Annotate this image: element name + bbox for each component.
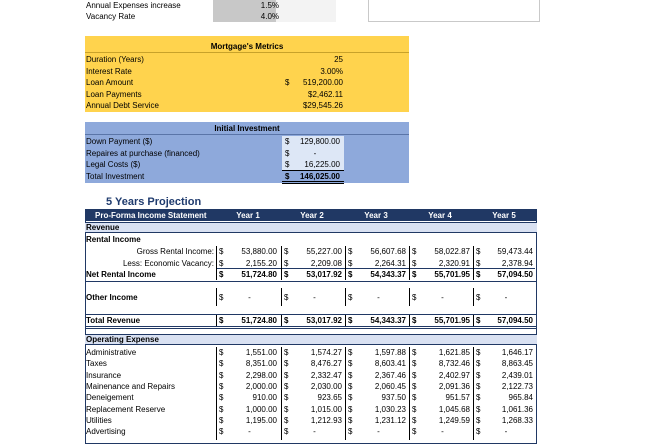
currency-sign: $ (219, 259, 224, 268)
opex-value: 2,298.00 (245, 370, 277, 380)
column-divider (216, 347, 217, 440)
column-divider (409, 246, 410, 280)
opex-value: - (377, 427, 380, 437)
currency-sign: $ (219, 270, 224, 279)
opex-label: Replacement Reserve (86, 404, 166, 414)
opex-value: 1,268.33 (501, 415, 533, 425)
currency-sign: $ (284, 293, 289, 302)
currency-sign: $ (348, 316, 353, 325)
mortgage-row-value: 519,200.00 (302, 78, 343, 87)
currency-sign: $ (284, 370, 289, 380)
mortgage-row-label: Duration (Years) (86, 55, 144, 64)
vacancy-value: 2,209.08 (310, 259, 342, 268)
opex-value: 1,249.59 (438, 415, 470, 425)
divider (85, 134, 409, 135)
opex-value: - (313, 427, 316, 437)
opex-value: 937.50 (381, 393, 406, 403)
currency-sign: $ (412, 316, 417, 325)
opex-label: Utilities (86, 415, 112, 425)
currency-sign: $ (219, 370, 224, 380)
gross-value: 58,022.87 (434, 247, 470, 256)
column-divider (345, 315, 346, 326)
currency-sign: $ (219, 316, 224, 325)
opex-value: - (248, 427, 251, 437)
column-divider (473, 288, 474, 306)
currency-sign: $ (284, 259, 289, 268)
total-revenue-value: 55,701.95 (434, 316, 470, 325)
assumption-value: 4.0% (260, 12, 279, 21)
opex-value: 1,574.27 (310, 348, 342, 357)
row-divider (85, 281, 537, 282)
opex-label: Advertising (86, 427, 126, 437)
currency-sign: $ (412, 259, 417, 268)
opex-value: 2,367.46 (374, 370, 406, 380)
currency-sign: $ (348, 348, 353, 357)
total-revenue-value: 53,017.92 (306, 316, 342, 325)
opex-value: 910.00 (252, 393, 277, 403)
currency-sign: $ (219, 293, 224, 302)
net-value: 57,094.50 (497, 270, 533, 279)
opex-value: 1,015.00 (310, 404, 342, 414)
mortgage-title: Mortgage's Metrics (210, 42, 284, 51)
opex-value: 1,212.93 (310, 415, 342, 425)
column-divider (281, 246, 282, 280)
opex-value: 8,863.45 (501, 359, 533, 369)
gross-value: 59,473.44 (497, 247, 533, 256)
divider (85, 52, 409, 53)
mortgage-row-value: $2,462.11 (308, 89, 343, 99)
assumption-label: Vacancy Rate (86, 12, 136, 21)
other-income-value: - (313, 293, 316, 302)
column-divider (473, 315, 474, 326)
opex-value: 8,732.46 (438, 359, 470, 369)
currency-sign: $ (284, 270, 289, 279)
vacancy-value: 2,378.94 (501, 259, 533, 268)
investment-row-label: Repaires at purchase (financed) (86, 148, 200, 158)
opex-value: 1,597.88 (374, 348, 406, 357)
currency-sign: $ (412, 359, 417, 369)
opex-value: 1,231.12 (374, 415, 406, 425)
investment-row-value: 129,800.00 (299, 137, 340, 146)
currency-sign: $ (476, 259, 481, 268)
currency-sign: $ (348, 270, 353, 279)
investment-row-value: 146,025.00 (299, 171, 340, 181)
mortgage-row-label: Loan Payments (86, 89, 142, 99)
investment-title: Initial Investment (214, 124, 280, 133)
other-income-value: - (377, 293, 380, 302)
column-divider (409, 288, 410, 306)
opex-label: Administrative (86, 348, 137, 357)
currency-sign: $ (412, 270, 417, 279)
currency-sign: $ (284, 381, 289, 391)
net-value: 54,343.37 (370, 270, 406, 279)
column-divider (473, 347, 474, 440)
mortgage-row-value: $29,545.26 (302, 101, 343, 110)
currency-sign: $ (285, 171, 290, 181)
currency-sign: $ (284, 415, 289, 425)
currency-sign: $ (284, 348, 289, 357)
other-income-value: - (441, 293, 444, 302)
opex-value: 1,551.00 (245, 348, 277, 357)
currency-sign: $ (412, 381, 417, 391)
opex-value: 1,195.00 (245, 415, 277, 425)
currency-sign: $ (476, 316, 481, 325)
currency-sign: $ (285, 160, 290, 169)
opex-value: 965.84 (508, 393, 533, 403)
column-divider (216, 315, 217, 326)
vacancy-value: 2,155.20 (245, 259, 277, 268)
other-income-value: - (248, 293, 251, 302)
total-revenue-label: Total Revenue (86, 316, 141, 325)
opex-value: 2,000.00 (245, 381, 277, 391)
currency-sign: $ (412, 247, 417, 256)
currency-sign: $ (476, 348, 481, 357)
column-divider (345, 288, 346, 306)
total-revenue-value: 54,343.37 (370, 316, 406, 325)
note-box (368, 0, 540, 22)
mortgage-row-label: Annual Debt Service (86, 101, 159, 110)
opex-value: 2,091.36 (438, 381, 470, 391)
opex-value: 1,030.23 (374, 404, 406, 414)
rental-income-label: Rental Income (86, 235, 141, 244)
currency-sign: $ (284, 247, 289, 256)
currency-sign: $ (348, 259, 353, 268)
net-value: 53,017.92 (306, 270, 342, 279)
gross-label: Gross Rental Income: (136, 247, 214, 256)
currency-sign: $ (284, 359, 289, 369)
currency-sign: $ (348, 415, 353, 425)
currency-sign: $ (476, 427, 481, 437)
currency-sign: $ (348, 359, 353, 369)
header-label: Pro-Forma Income Statement (95, 211, 207, 220)
currency-sign: $ (412, 393, 417, 403)
currency-sign: $ (284, 393, 289, 403)
opex-value: 1,000.00 (245, 404, 277, 414)
investment-row-label: Down Payment ($) (86, 137, 153, 146)
projection-title: 5 Years Projection (106, 196, 202, 208)
column-divider (409, 347, 410, 440)
opex-value: 1,646.17 (501, 348, 533, 357)
currency-sign: $ (219, 404, 224, 414)
opex-value: 8,476.27 (310, 359, 342, 369)
currency-sign: $ (476, 270, 481, 279)
currency-sign: $ (219, 247, 224, 256)
currency-sign: $ (348, 247, 353, 256)
year-header: Year 2 (300, 211, 324, 220)
opex-label: Deneigement (86, 393, 134, 403)
currency-sign: $ (348, 393, 353, 403)
opex-value: - (441, 427, 444, 437)
currency-sign: $ (219, 427, 224, 437)
currency-sign: $ (412, 404, 417, 414)
currency-sign: $ (219, 381, 224, 391)
currency-sign: $ (476, 415, 481, 425)
opex-value: 1,045.68 (438, 404, 470, 414)
total-revenue-value: 51,724.80 (241, 316, 277, 325)
assumption-label: Annual Expenses increase (86, 1, 181, 10)
opex-value: - (504, 427, 508, 437)
currency-sign: $ (476, 381, 481, 391)
net-value: 55,701.95 (434, 270, 470, 279)
mortgage-row-value: 25 (334, 55, 343, 64)
currency-sign: $ (476, 393, 481, 403)
gross-value: 55,227.00 (306, 247, 342, 256)
assumption-value: 1.5% (260, 1, 279, 10)
currency-sign: $ (285, 137, 290, 146)
currency-sign: $ (476, 359, 481, 369)
currency-sign: $ (348, 404, 353, 414)
currency-sign: $ (412, 293, 417, 302)
currency-sign: $ (284, 404, 289, 414)
currency-sign: $ (284, 316, 289, 325)
currency-sign: $ (285, 78, 290, 87)
year-header: Year 3 (364, 211, 388, 220)
currency-sign: $ (412, 370, 417, 380)
column-divider (473, 246, 474, 280)
currency-sign: $ (219, 359, 224, 369)
currency-sign: $ (476, 404, 481, 414)
opex-value: 2,402.97 (438, 370, 470, 380)
currency-sign: $ (348, 370, 353, 380)
opex-label: Mainenance and Repairs (86, 381, 175, 391)
opex-value: 2,060.45 (374, 381, 406, 391)
column-divider (281, 288, 282, 306)
currency-sign: $ (219, 348, 224, 357)
column-divider (409, 315, 410, 326)
currency-sign: $ (219, 393, 224, 403)
opex-value: 1,061.36 (501, 404, 533, 414)
revenue-section-bar (85, 222, 537, 233)
investment-row-label: Legal Costs ($) (86, 160, 141, 169)
opex-value: 923.65 (317, 393, 342, 403)
gross-value: 56,607.68 (370, 247, 406, 256)
opex-label: Taxes (86, 359, 107, 369)
column-divider (281, 347, 282, 440)
revenue-section-label: Revenue (86, 223, 120, 232)
opex-value: 2,439.01 (501, 370, 533, 380)
currency-sign: $ (412, 415, 417, 425)
investment-row-value: 16,225.00 (304, 160, 340, 169)
other-income-label: Other Income (86, 293, 138, 302)
opex-label: Insurance (86, 370, 122, 380)
opex-value: 951.57 (445, 393, 470, 403)
net-value: 51,724.80 (241, 270, 277, 279)
mortgage-row-value: 3.00% (320, 66, 343, 76)
currency-sign: $ (348, 381, 353, 391)
currency-sign: $ (348, 427, 353, 437)
column-divider (216, 246, 217, 280)
gross-value: 53,880.00 (241, 247, 277, 256)
other-income-value: - (504, 293, 508, 302)
column-divider (216, 288, 217, 306)
mortgage-row-label: Interest Rate (86, 66, 132, 76)
opex-value: 2,030.00 (310, 381, 342, 391)
currency-sign: $ (348, 293, 353, 302)
vacancy-value: 2,320.91 (438, 259, 470, 268)
investment-row-value: - (313, 148, 317, 158)
column-divider (345, 347, 346, 440)
investment-row-label: Total Investment (86, 171, 145, 181)
currency-sign: $ (285, 148, 290, 158)
year-header: Year 4 (428, 211, 452, 220)
year-header: Year 1 (236, 211, 260, 220)
vacancy-value: 2,264.31 (374, 259, 406, 268)
currency-sign: $ (219, 415, 224, 425)
currency-sign: $ (412, 348, 417, 357)
total-revenue-value: 57,094.50 (497, 316, 533, 325)
column-divider (345, 246, 346, 280)
opex-section-label: Operating Expense (86, 335, 159, 344)
currency-sign: $ (476, 293, 481, 302)
year-header: Year 5 (492, 211, 516, 220)
currency-sign: $ (476, 370, 481, 380)
opex-value: 1,621.85 (438, 348, 470, 357)
vacancy-label: Less: Economic Vacancy: (122, 259, 214, 268)
total-bottom-rule (85, 326, 537, 329)
opex-value: 2,332.47 (310, 370, 342, 380)
opex-value: 8,603.41 (374, 359, 406, 369)
currency-sign: $ (284, 427, 289, 437)
opex-value: 2,122.73 (501, 381, 533, 391)
net-label: Net Rental Income (86, 270, 156, 279)
assumption-value-area (276, 0, 336, 22)
currency-sign: $ (412, 427, 417, 437)
mortgage-row-label: Loan Amount (86, 78, 134, 87)
currency-sign: $ (476, 247, 481, 256)
opex-value: 8,351.00 (245, 359, 277, 369)
column-divider (281, 315, 282, 326)
